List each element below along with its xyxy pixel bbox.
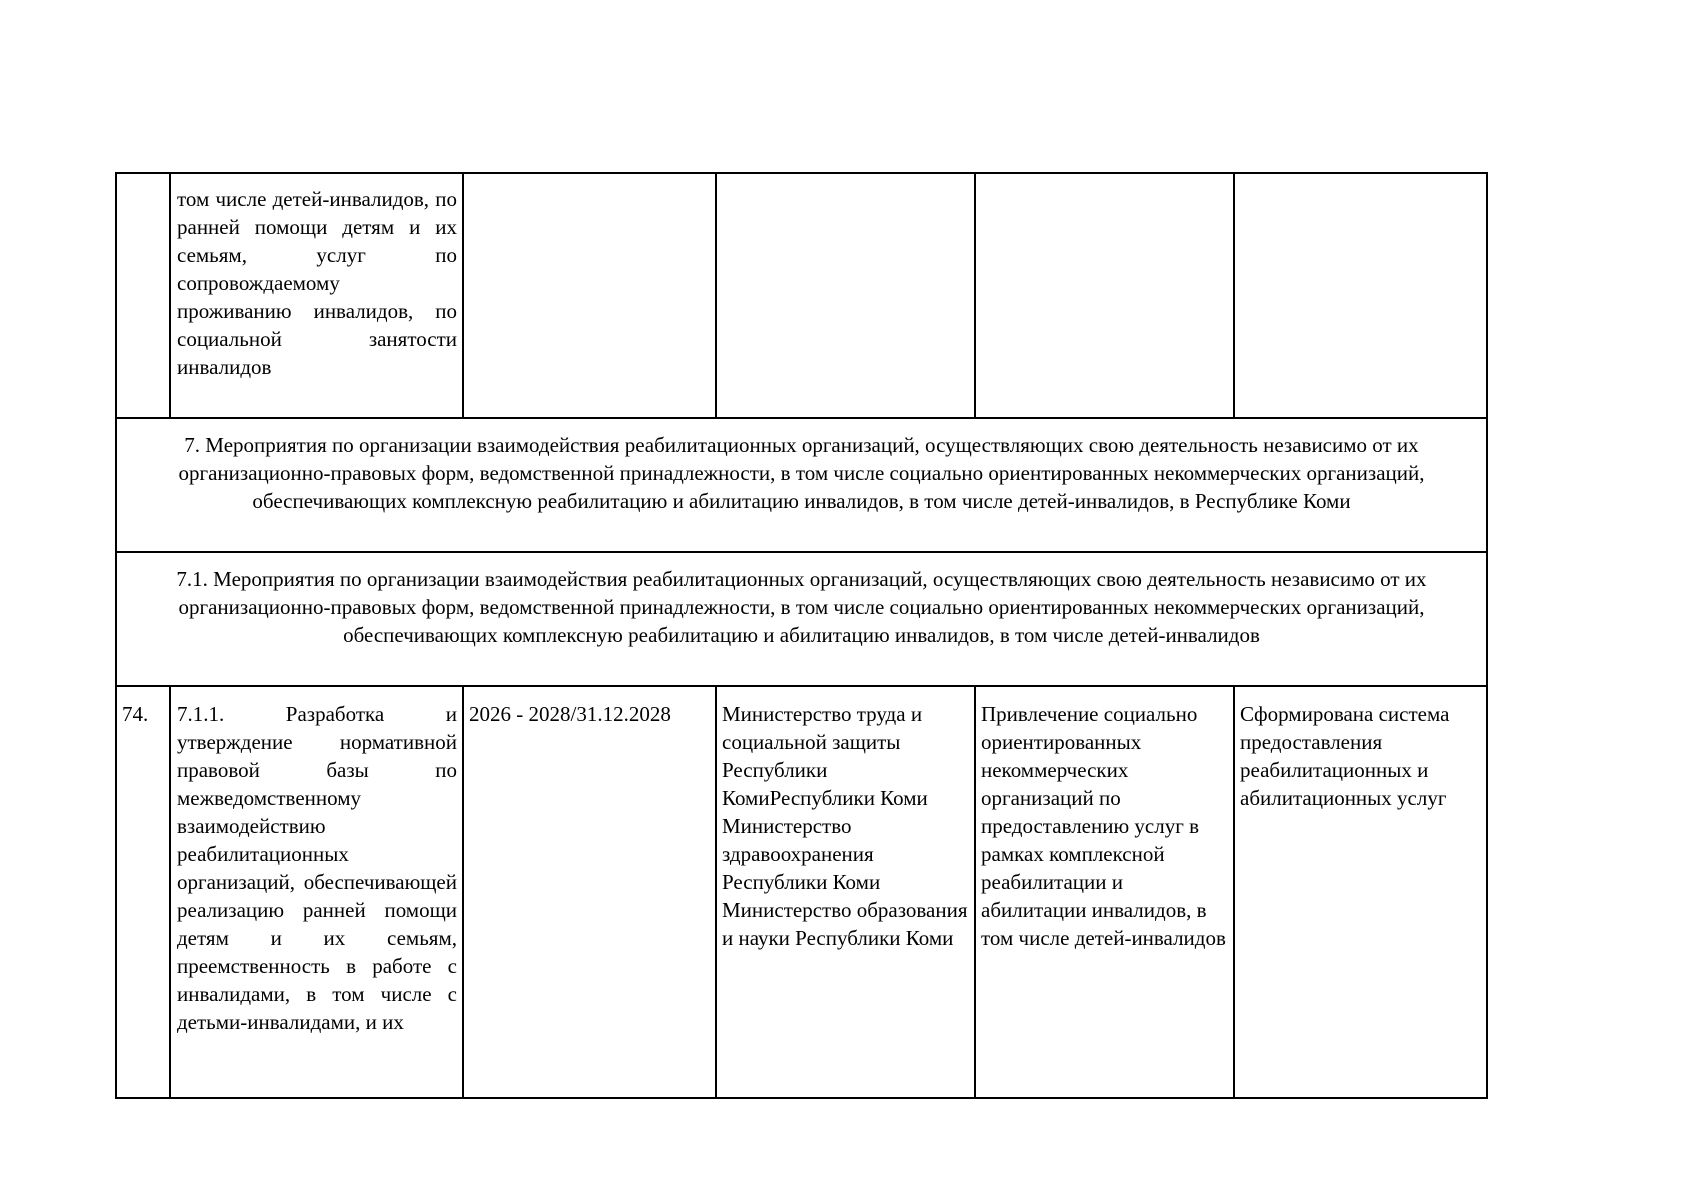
row-74-executor (722, 700, 973, 952)
row-74-executor-line: Министерство образования и науки Республики Коми (722, 898, 968, 950)
row-74-indicator: Сформирована система предоставления реабилитационных и абилитационных услуг (1240, 702, 1450, 810)
section-7-1-title: 7.1. Мероприятия по организации взаимодействия реабилитационных организаций, осуществляющих свою деятельность независимо от их организационно-правовых форм, ведомственной принадлежности, в том числе социально ориентированных некоммерческих организаций, обеспечивающих комплексную реабилитацию и абилитацию инвалидов, в том числе детей-инвалидов (176, 567, 1427, 647)
row-continued-name: том числе детей-инвалидов, по ранней помощи детям и их семьям, услуг по сопровождаемому проживанию инвалидов, по социальной занятости инвалидов (177, 187, 457, 379)
section-7-title: 7. Мероприятия по организации взаимодействия реабилитационных организаций, осуществляющих свою деятельность независимо от их организационно-правовых форм, ведомственной принадлежности, в том числе социально ориентированных некоммерческих организаций, обеспечивающих комплексную реабилитацию и абилитацию инвалидов, в том числе детей-инвалидов, в Республике Коми (178, 433, 1425, 513)
row-74-executor-line: Министерство труда и социальной защиты Республики КомиРеспублики Коми (722, 702, 928, 810)
row-74-name: 7.1.1. Разработка и утверждение нормативной правовой базы по межведомственному взаимодействию реабилитационных организаций, обеспечивающей реализацию ранней помощи детям и их семьям, преемственность в работе с инвалидами, в том числе с детьми-инвалидами, и их (177, 702, 457, 1034)
row-74-period: 2026 - 2028/31.12.2028 (469, 702, 671, 726)
row-74-result: Привлечение социально ориентированных некоммерческих организаций по предоставлению услуг в рамках комплексной реабилитации и абилитации инвалидов, в том числе детей-инвалидов (981, 702, 1226, 950)
row-74-executor-line: Министерство здравоохранения Республики Коми (722, 814, 881, 894)
row-74-number: 74. (122, 702, 149, 726)
